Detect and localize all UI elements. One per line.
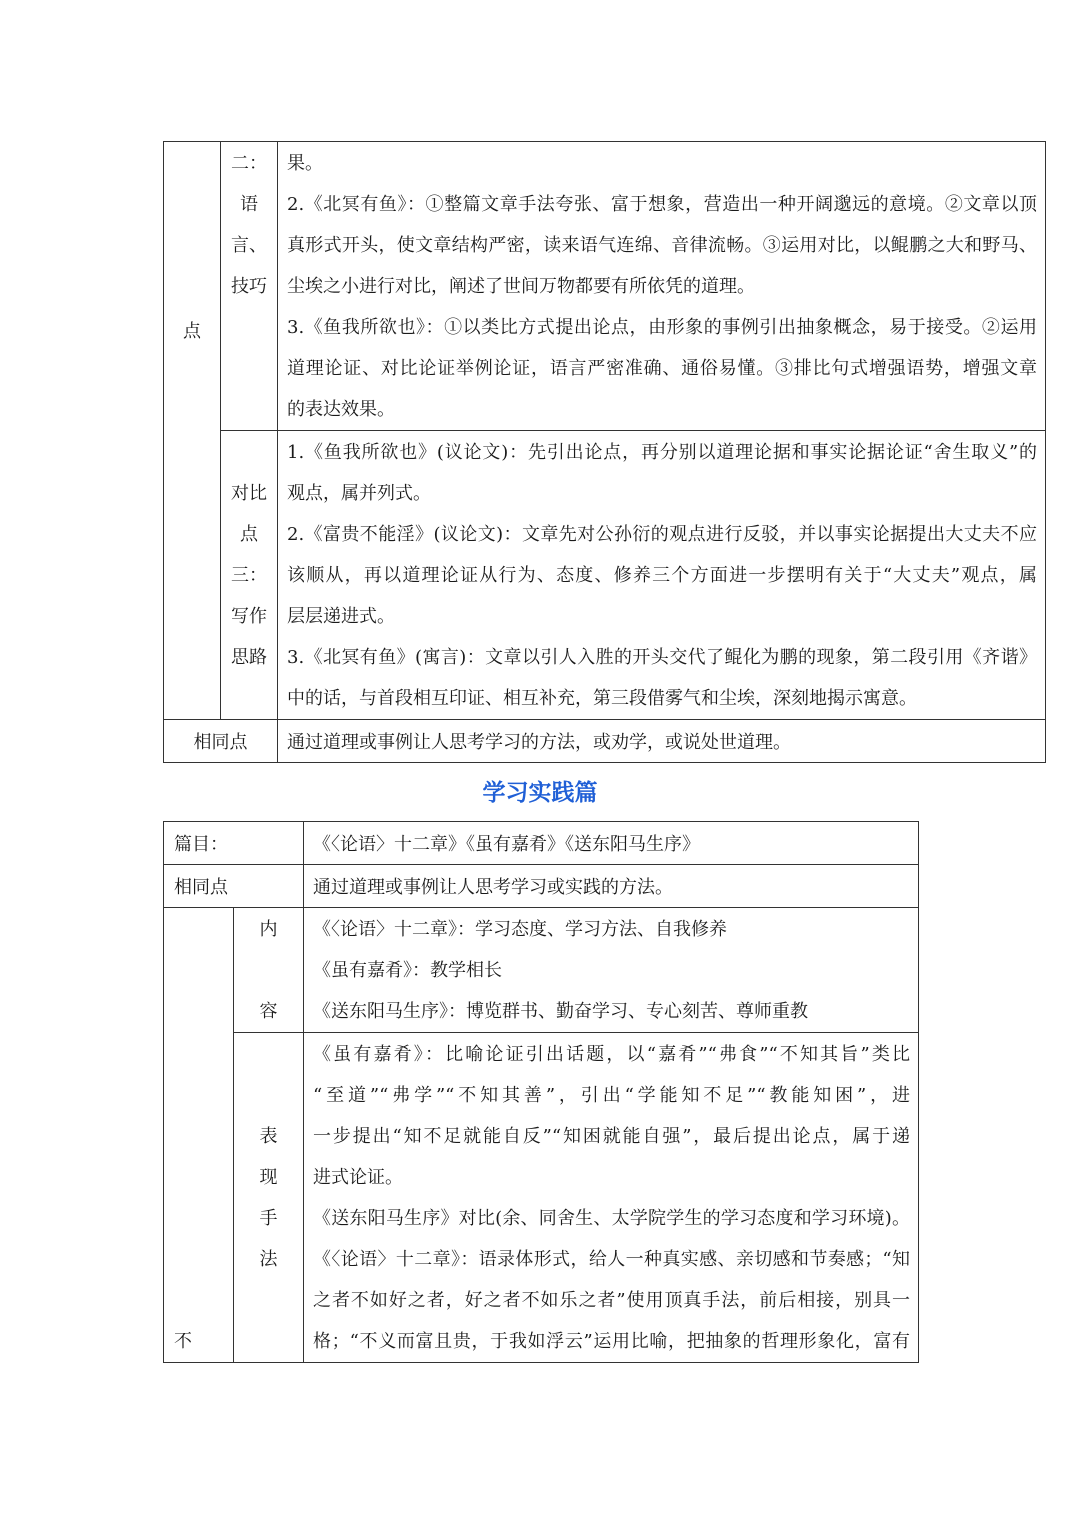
section-title: 学习实践篇 — [482, 780, 598, 806]
label-char: 表 — [259, 1126, 278, 1147]
table-row — [164, 720, 1046, 763]
text-line: 尘埃之小进行对比，阐述了世间万物都要有所依凭的道理。 — [287, 276, 755, 297]
text-line: 一步提出“知不足就能自反”“知困就能自强”，最后提出论点，属于递 — [313, 1126, 910, 1147]
text-line: 进式论证。 — [313, 1167, 403, 1188]
label-char — [234, 950, 303, 991]
text-line: 《〈论语〉十二章》：学习态度、学习方法、自我修养 — [313, 919, 727, 940]
text-line: “至道”“弗学”“不知其善”，引出“学能知不足”“教能知困”，进 — [313, 1085, 910, 1106]
method-text — [304, 1033, 919, 1363]
text-line: 格；“不义而富且贵，于我如浮云”运用比喻，把抽象的哲理形象化，富有 — [313, 1331, 910, 1352]
text-line: 《〈论语〉十二章》：语录体形式，给人一种真实感、亲切感和节奏感；“知 — [313, 1249, 910, 1270]
label-char — [234, 1280, 303, 1321]
text-line: 《送东阳马生序》：博览群书、勤奋学习、专心刻苦、尊师重教 — [313, 1001, 808, 1022]
common-label-text: 相同点 — [193, 732, 248, 753]
label-line: 二： — [231, 153, 267, 174]
content-label — [234, 908, 304, 1033]
text-line: 《虽有嘉肴》：比喻论证引出话题，以“嘉肴”“弗食”“不知其旨”类比 — [313, 1044, 910, 1065]
common-text: 通过道理或事例让人思考学习的方法，或劝学，或说处世道理。 — [287, 732, 791, 753]
text-line: 该顺从，再以道理论证从行为、态度、修养三个方面进一步摆明有关于“大丈夫”观点，属 — [287, 565, 1037, 586]
label-line: 言、 — [231, 235, 267, 256]
label-char — [234, 1034, 303, 1075]
text-line: 观点，属并列式。 — [287, 483, 431, 504]
common-row-label — [164, 865, 304, 908]
outer-label — [164, 908, 234, 1363]
outer-label-text: 不 — [174, 1331, 192, 1352]
label-char — [234, 1321, 303, 1362]
text-line: 1.《鱼我所欲也》(议论文)：先引出论点，再分别以道理论据和事实论据论证“舍生取义”的 — [287, 442, 1037, 463]
common-text-cell — [278, 720, 1046, 763]
title-row-text — [304, 822, 919, 865]
text-line: 真形式开头，使文章结构严密，读来语气连绵、音律流畅。③运用对比，以鲲鹏之大和野马、 — [287, 235, 1037, 256]
label-line: 写作 — [231, 606, 267, 627]
common-label — [164, 720, 278, 763]
title-text: 《〈论语〉十二章》《虽有嘉肴》《送东阳马生序》 — [313, 834, 700, 855]
text-line: 《虽有嘉肴》：教学相长 — [313, 960, 502, 981]
row-label-text: 点 — [183, 320, 201, 342]
label-line: 思路 — [231, 647, 267, 668]
section-content-language — [278, 142, 1046, 431]
practice-table — [163, 821, 919, 1363]
text-line: 之者不如好之者，好之者不如乐之者”使用顶真手法，前后相接，别具一 — [313, 1290, 910, 1311]
text-line: 3.《鱼我所欲也》：①以类比方式提出论点，由形象的事例引出抽象概念，易于接受。②运用 — [287, 317, 1037, 338]
text-line: 道理论证、对比论证举例论证，语言严密准确、通俗易懂。③排比句式增强语势，增强文章 — [287, 358, 1037, 379]
text-line: 《送东阳马生序》对比(余、同舍生、太学院学生的学习态度和学习环境)。 — [313, 1208, 910, 1229]
title-label: 篇目： — [174, 834, 228, 855]
label-line: 三： — [231, 565, 267, 586]
table-row — [164, 908, 919, 1033]
label-char: 容 — [259, 1001, 278, 1022]
table-row — [164, 1033, 919, 1363]
section-label-writing — [221, 431, 278, 720]
label-char — [234, 1075, 303, 1116]
table-row — [164, 865, 919, 908]
text-line: 层层递进式。 — [287, 606, 395, 627]
method-label — [234, 1033, 304, 1363]
text-line: 2.《富贵不能淫》(议论文)：文章先对公孙衍的观点进行反驳，并以事实论据提出大丈夫不应 — [287, 524, 1037, 545]
section-label-language — [221, 142, 278, 431]
label-char: 法 — [259, 1249, 278, 1270]
label-char: 内 — [259, 919, 278, 940]
row-label-left — [164, 142, 221, 720]
table-row — [164, 822, 919, 865]
common-label: 相同点 — [174, 877, 228, 898]
label-char: 手 — [259, 1208, 278, 1229]
label-line: 语 — [240, 194, 258, 215]
comparison-table — [163, 141, 1046, 763]
text-line: 3.《北冥有鱼》(寓言)：文章以引人入胜的开头交代了鲲化为鹏的现象，第二段引用《齐谐》 — [287, 647, 1037, 668]
label-line: 对比 — [231, 483, 267, 504]
content-text — [304, 908, 919, 1033]
common-text: 通过道理或事例让人思考学习或实践的方法。 — [313, 877, 673, 898]
text-line: 2.《北冥有鱼》：①整篇文章手法夸张、富于想象，营造出一种开阔邈远的意境。②文章以顶 — [287, 194, 1037, 215]
label-char: 现 — [259, 1167, 278, 1188]
label-line: 点 — [240, 524, 258, 545]
table-row — [164, 431, 1046, 720]
table-row — [164, 142, 1046, 431]
text-line: 果。 — [287, 153, 323, 174]
label-line: 技巧 — [231, 276, 267, 297]
text-line: 中的话，与首段相互印证、相互补充，第三段借雾气和尘埃，深刻地揭示寓意。 — [287, 688, 917, 709]
text-line: 的表达效果。 — [287, 399, 395, 420]
section-content-writing — [278, 431, 1046, 720]
title-row-label — [164, 822, 304, 865]
common-row-text — [304, 865, 919, 908]
